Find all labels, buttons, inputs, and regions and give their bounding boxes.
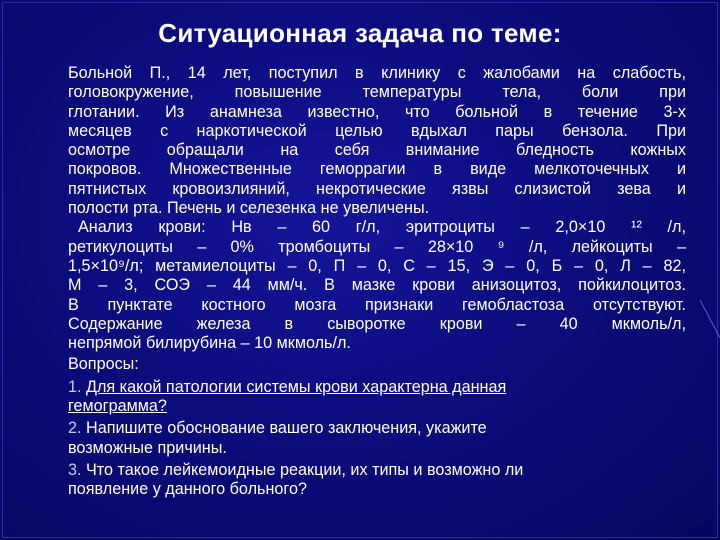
question-text: Что такое лейкемоидные реакции, их типы и возможно ли [86,460,524,479]
case-line: покровов. Множественные геморрагии в виде мелкоточечных и [68,160,686,179]
questions-heading: Вопросы: [68,355,139,374]
decorative-line [700,300,720,340]
question-item [68,378,686,417]
analysis-line: Анализ крови: Нв – 60 г/л, эритроциты – 2,0×10 ¹² /л, [78,218,686,237]
question-text: возможные причины. [68,438,227,457]
question-number: 3. [68,460,82,479]
question-item [68,461,686,500]
analysis-line: Содержание железа в сыворотке крови – 40 мкмоль/л, [68,314,686,333]
question-text: Для какой патологии системы крови характерна данная [86,377,507,396]
question-text: Напишите обоснование вашего заключения, укажите [86,419,487,438]
analysis-line: В пунктате костного мозга признаки гемобластоза отсутствуют. [68,295,686,314]
case-line: осмотре обращали на себя внимание бледность кожных [68,141,686,160]
analysis-line: ретикулоциты – 0% тромбоциты – 28×10 ⁹ /л, лейкоциты – [68,237,686,256]
case-line: месяцев с наркотической целью вдыхал пары бензола. При [68,121,686,140]
question-text: появление у данного больного? [68,480,307,499]
case-line: головокружение, повышение температуры тела, боли при [68,83,686,102]
case-description [68,64,686,218]
case-line: пятнистых кровоизлияний, некротические язвы слизистой зева и [68,179,686,198]
question-number: 2. [68,419,82,438]
analysis-line: непрямой билирубина – 10 мкмоль/л. [68,334,351,353]
case-line: полости рта. Печень и селезенка не увеличены. [68,199,430,218]
case-line: глотании. Из анамнеза известно, что больной в течение 3-х [68,102,686,121]
question-item [68,419,686,458]
slide-content [68,64,686,500]
slide-title: Ситуационная задача по теме: [158,18,562,48]
case-line: Больной П., 14 лет, поступил в клинику с жалобами на слабость, [68,64,686,82]
blood-analysis [68,218,686,353]
question-text: гемограмма? [68,397,167,416]
analysis-line: М – 3, СОЭ – 44 мм/ч. В мазке крови анизоцитоз, пойкилоцитоз. [68,276,686,295]
question-number: 1. [68,377,82,396]
analysis-line: 1,5×10⁹/л; метамиелоциты – 0, П – 0, С – 15, Э – 0, Б – 0, Л – 82, [68,256,686,275]
